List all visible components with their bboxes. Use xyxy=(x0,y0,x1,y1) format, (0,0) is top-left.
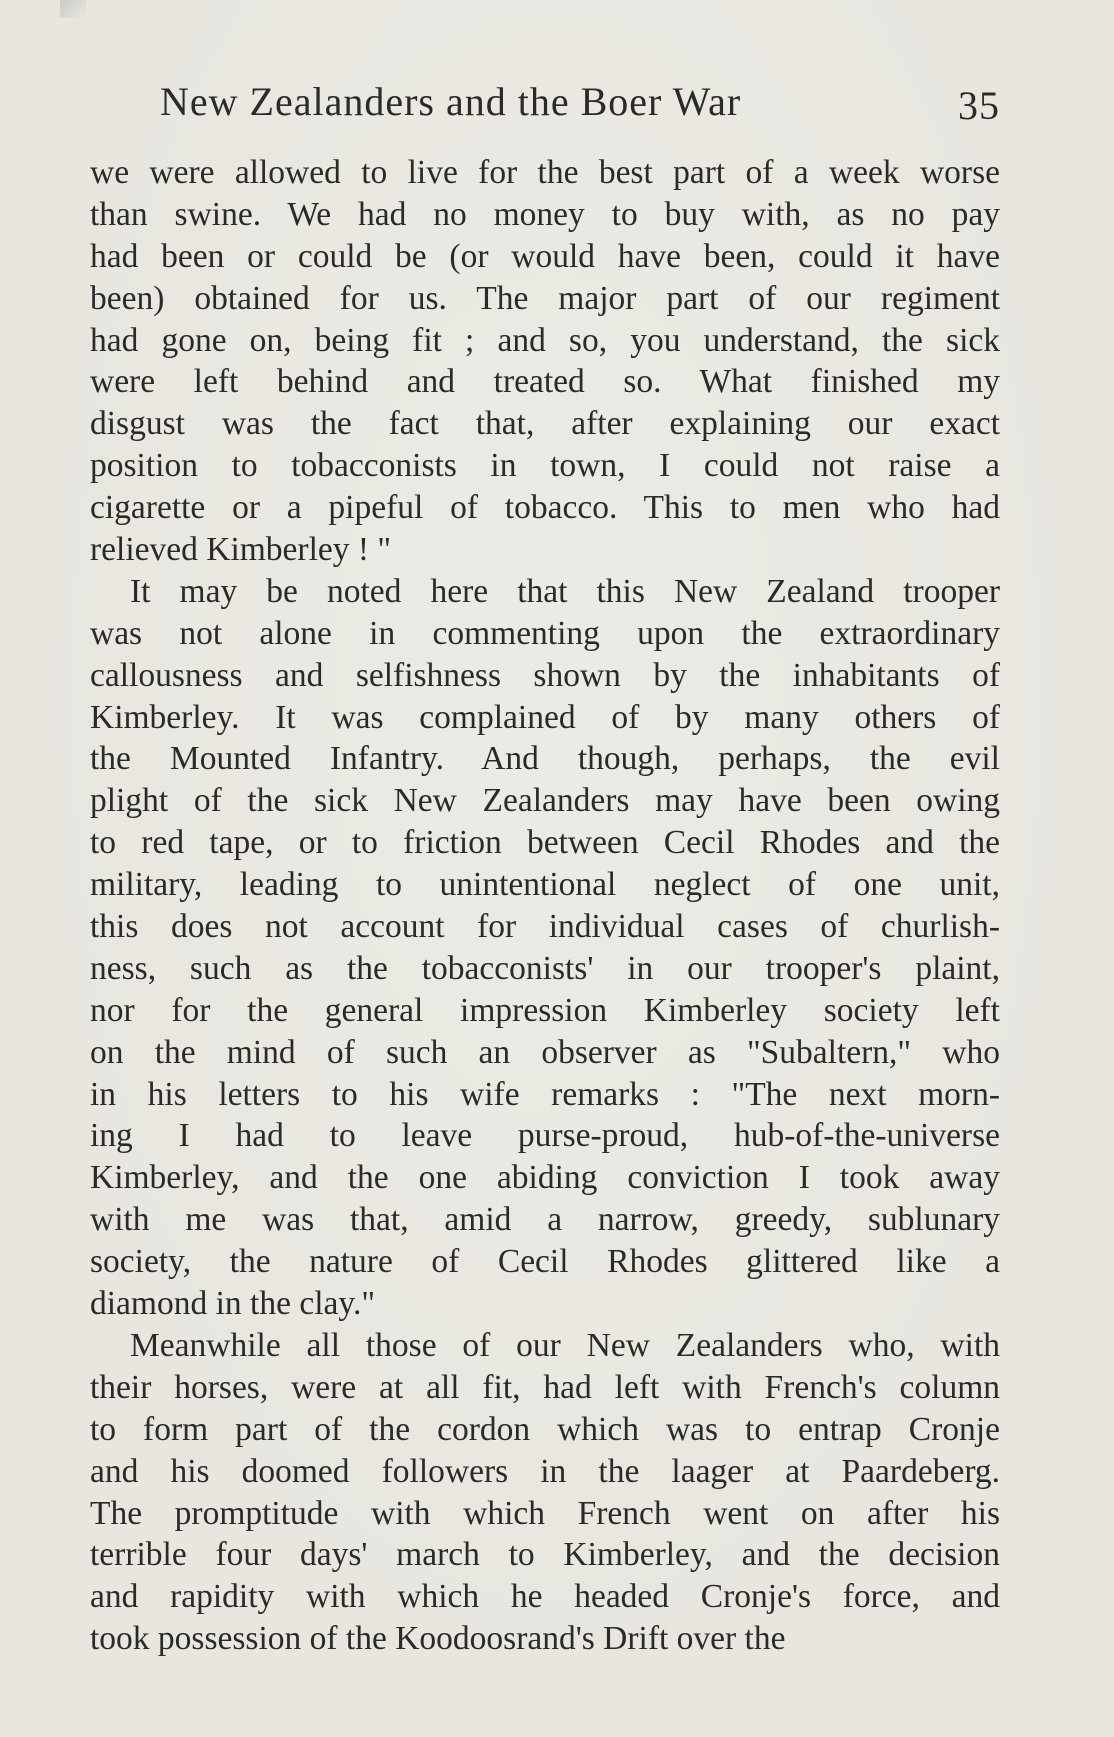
text-line: were left behind and treated so. What finished my xyxy=(90,363,1000,401)
text-line: disgust was the fact that, after explaining our exact xyxy=(90,405,1000,443)
page-number: 35 xyxy=(958,83,1000,128)
body-text xyxy=(90,152,1000,1660)
paragraph xyxy=(90,1325,1000,1660)
text-line: the Mounted Infantry. And though, perhaps, the evil xyxy=(90,740,1000,778)
text-line: was not alone in commenting upon the extraordinary xyxy=(90,614,1000,652)
text-line: Kimberley. It was complained of by many others of xyxy=(90,698,1000,736)
text-line: ing I had to leave purse-proud, hub-of-the-universe xyxy=(90,1117,1000,1155)
text-line: on the mind of such an observer as "Subaltern," who xyxy=(90,1033,1000,1071)
text-line: relieved Kimberley ! " xyxy=(90,531,392,569)
text-line: diamond in the clay." xyxy=(90,1285,376,1323)
text-line: position to tobacconists in town, I could not raise a xyxy=(90,447,1000,485)
running-title: New Zealanders and the Boer War xyxy=(160,79,742,124)
text-line: to red tape, or to friction between Cecil Rhodes and the xyxy=(90,824,1000,862)
text-line: and his doomed followers in the laager at Paardeberg. xyxy=(90,1452,1000,1490)
running-header xyxy=(160,78,1000,134)
text-line: been) obtained for us. The major part of our regiment xyxy=(90,279,1000,317)
text-line: The promptitude with which French went on after his xyxy=(90,1494,1000,1532)
text-line: to form part of the cordon which was to entrap Cronje xyxy=(90,1410,1000,1448)
text-line: Meanwhile all those of our New Zealanders who, with xyxy=(130,1326,1000,1364)
text-line: plight of the sick New Zealanders may have been owing xyxy=(90,782,1000,820)
page-corner-smudge xyxy=(60,0,86,18)
paragraph xyxy=(90,152,1000,571)
text-line: nor for the general impression Kimberley society left xyxy=(90,991,1000,1029)
text-line: we were allowed to live for the best part of a week worse xyxy=(90,154,1000,191)
text-line: had gone on, being fit ; and so, you understand, the sick xyxy=(90,321,1000,359)
paragraph xyxy=(90,571,1000,1325)
text-line: cigarette or a pipeful of tobacco. This to men who had xyxy=(90,489,1000,527)
text-line: in his letters to his wife remarks : "The next morn- xyxy=(90,1075,1000,1113)
text-line: than swine. We had no money to buy with, as no pay xyxy=(90,195,1000,233)
text-line: It may be noted here that this New Zealand trooper xyxy=(130,572,1000,610)
text-line: callousness and selfishness shown by the inhabitants of xyxy=(90,656,1000,694)
text-line: had been or could be (or would have been, could it have xyxy=(90,237,1000,275)
text-line: took possession of the Koodoosrand's Drift over the xyxy=(90,1620,786,1658)
text-line: with me was that, amid a narrow, greedy, sublunary xyxy=(90,1201,1000,1239)
text-line: terrible four days' march to Kimberley, and the decision xyxy=(90,1536,1000,1574)
text-line: and rapidity with which he headed Cronje's force, and xyxy=(90,1578,1000,1616)
text-line: their horses, were at all fit, had left with French's column xyxy=(90,1368,1000,1406)
text-line: Kimberley, and the one abiding conviction I took away xyxy=(90,1159,1000,1197)
text-line: this does not account for individual cases of churlish- xyxy=(90,908,1000,946)
text-line: ness, such as the tobacconists' in our trooper's plaint, xyxy=(90,949,1000,987)
text-line: society, the nature of Cecil Rhodes glittered like a xyxy=(90,1243,1000,1281)
text-line: military, leading to unintentional neglect of one unit, xyxy=(90,866,1000,904)
